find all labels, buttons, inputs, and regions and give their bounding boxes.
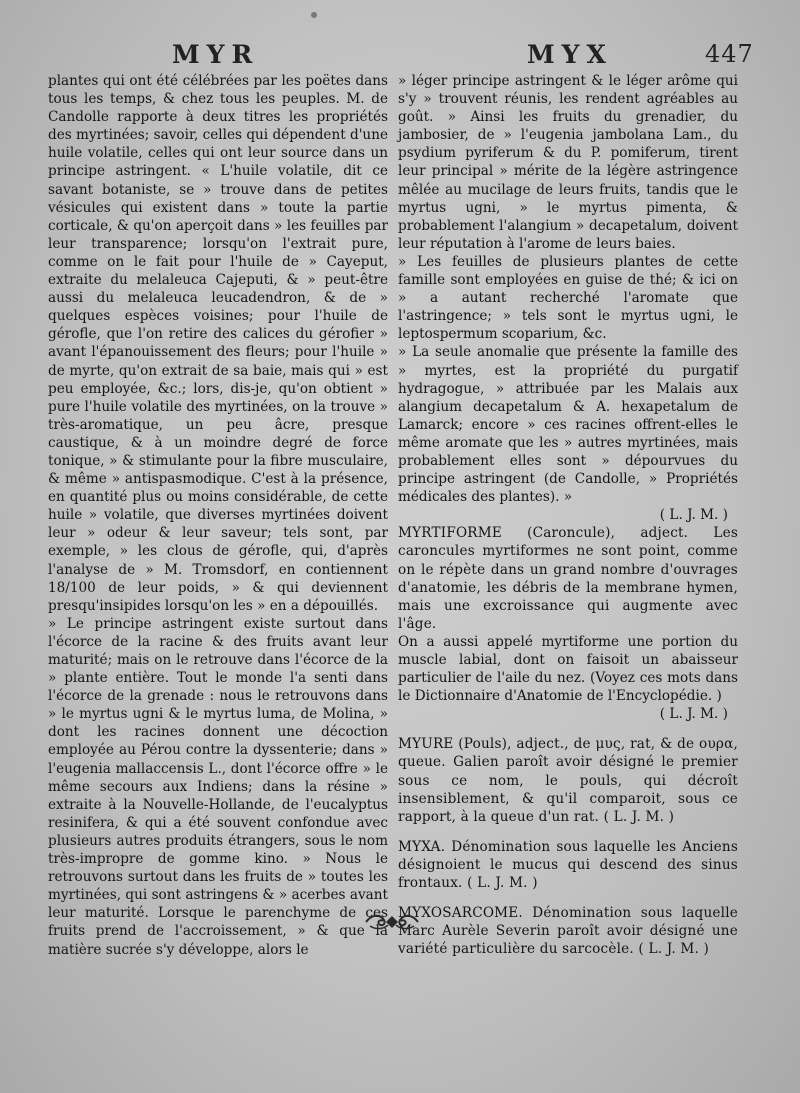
body-paragraph: » La seule anomalie que présente la famille des » myrtes, est la propriété du purgatif hydragogue, » attribuée par les Malais aux alangium decapetalum & A. hexapetalum de Lamarck; encore » ces racines offrent-elles le même aromate que les » autres myrtinées, mais probablement elles sont » dépourvues du principe astringent (de Candolle, » Propriétés médicales des plantes). » <box>398 344 738 506</box>
entry-text: MYRTIFORME (Caroncule), adject. Les caroncules myrtiformes ne sont point, comme on le répète dans un grand nombre d'ouvrages d'anatomie, les débris de la membrane hymen, mais une excroissance qui augmente avec l'âge. <box>398 525 738 632</box>
entry-myure <box>398 735 738 825</box>
entry-text: MYXOSARCOME. Dénomination sous laquelle Marc Aurèle Severin paroît avoir désigné une variété particulière du sarcocèle. ( L. J. M. ) <box>398 905 738 958</box>
page-number: 447 <box>705 40 754 68</box>
author-signature: ( L. J. M. ) <box>659 507 728 524</box>
running-head-right: MYX <box>527 40 613 69</box>
entry-myxosarcome <box>398 904 738 958</box>
entry-text: MYXA. Dénomination sous laquelle les Anciens désignoient le mucus qui descend des sinus frontaux. ( L. J. M. ) <box>398 838 738 892</box>
ink-spot <box>311 12 317 18</box>
entry-text: On a aussi appelé myrtiforme une portion du muscle labial, dont on faisoit un abaisseur particulier de l'aile du nez. (Voyez ces mots dans le Dictionnaire d'Anatomie de l'Encyclopédie. ) <box>398 633 738 705</box>
fleuron-ornament-icon <box>362 910 422 932</box>
running-head-left: MYR <box>172 40 260 69</box>
body-paragraph: » Le principe astringent existe surtout dans l'écorce de la racine & des fruits avant leur maturité; mais on le retrouve dans l'écorce de la » plante entière. Tout le monde l'a senti dans l'écorce de la grenade : nous le retrouvons dans » le myrtus ugni & le myrtus luma, de Molina, » dont les racines donnent une décoction employée au Pérou contre la dyssenterie; dans » l'eugenia mallaccensis L., dont l'écorce offre » le même secours aux Indiens; dans la résine » extraite à la Nouvelle-Hollande, de l'eucalyptus resinifera, & qui a été souvent confondue avec plusieurs autres produits étrangers, sous le nom très-impropre de gomme kino. » Nous le retrouvons surtout dans les fruits de » toutes les myrtinées, qui sont astringens & » acerbes avant leur maturité. Lorsque le parenchyme de ces fruits prend de l'accroissement, » & que la matière sucrée s'y développe, alors le <box>48 615 388 958</box>
entry-myrtiforme <box>398 524 738 723</box>
entry-text: MYURE (Pouls), adject., de μυς, rat, & de ουρα, queue. Galien paroît avoir désigné le premier sous ce nom, le pouls, qui décroît insensiblement, & qu'il comparoit, sous ce rapport, à la queue d'un rat. ( L. J. M. ) <box>398 736 738 825</box>
body-paragraph: » Les feuilles de plusieurs plantes de cette famille sont employées en guise de thé; & ici on » a autant recherché l'aromate que l'astringence; » tels sont le myrtus ugni, le leptospermum scoparium, &c. <box>398 253 738 343</box>
body-paragraph: » léger principe astringent & le léger arôme qui s'y » trouvent réunis, les rendent agréables au goût. » Ainsi les fruits du grenadier, du jambosier, de » l'eugenia jambolana Lam., du psydium pyriferum & du P. pomiferum, tirent leur principal » mérite de la légère astringence mêlée au mucilage de leurs fruits, tandis que le myrtus ugni, » le myrtus pimenta, & probablement l'alangium » decapetalum, doivent leur réputation à l'arome de leurs baies. <box>398 73 738 252</box>
entry-myxa <box>398 838 738 892</box>
author-signature: ( L. J. M. ) <box>659 706 728 723</box>
left-column <box>48 72 388 959</box>
body-paragraph: plantes qui ont été célébrées par les poëtes dans tous les temps, & chez tous les peuples. M. de Candolle rapporte à deux titres les propriétés des myrtinées; savoir, celles qui dépendent d'une huile volatile, celles qui ont leur source dans un principe astringent. « L'huile volatile, dit ce savant botaniste, se » trouve dans de petites vésicules qui existent dans » toute la partie corticale, & qu'on aperçoit dans » les feuilles par leur transparence; lorsqu'on l'extrait pure, comme on le fait pour l'huile de » Cayeput, extraite du melaleuca Cajeputi, & » peut-être aussi du melaleuca leucadendron, & de » quelques espèces voisines; pour l'huile de gérofle, que l'on retire des calices du gérofier » avant l'épanouissement des fleurs; pour l'huile » de myrte, qu'on extrait de sa baie, mais qui » est peu employée, &c.; lors, dis-je, qu'on obtient » pure l'huile volatile des myrtinées, on la trouve » très-aromatique, un peu âcre, presque caustique, & à un moindre degré de force tonique, » & stimulante pour la fibre musculaire, & même » antispasmodique. C'est à la présence, en quantité plus ou moins considérable, de cette huile » volatile, que diverses myrtinées doivent leur » odeur & leur saveur; tels sont, par exemple, » les clous de gérofle, qui, d'après l'analyse de » M. Tromsdorf, en contiennent 18/100 de leur poids, » & qui deviennent presqu'insipides lorsqu'on les » en a dépouillés. <box>48 73 388 614</box>
right-column <box>398 72 738 958</box>
